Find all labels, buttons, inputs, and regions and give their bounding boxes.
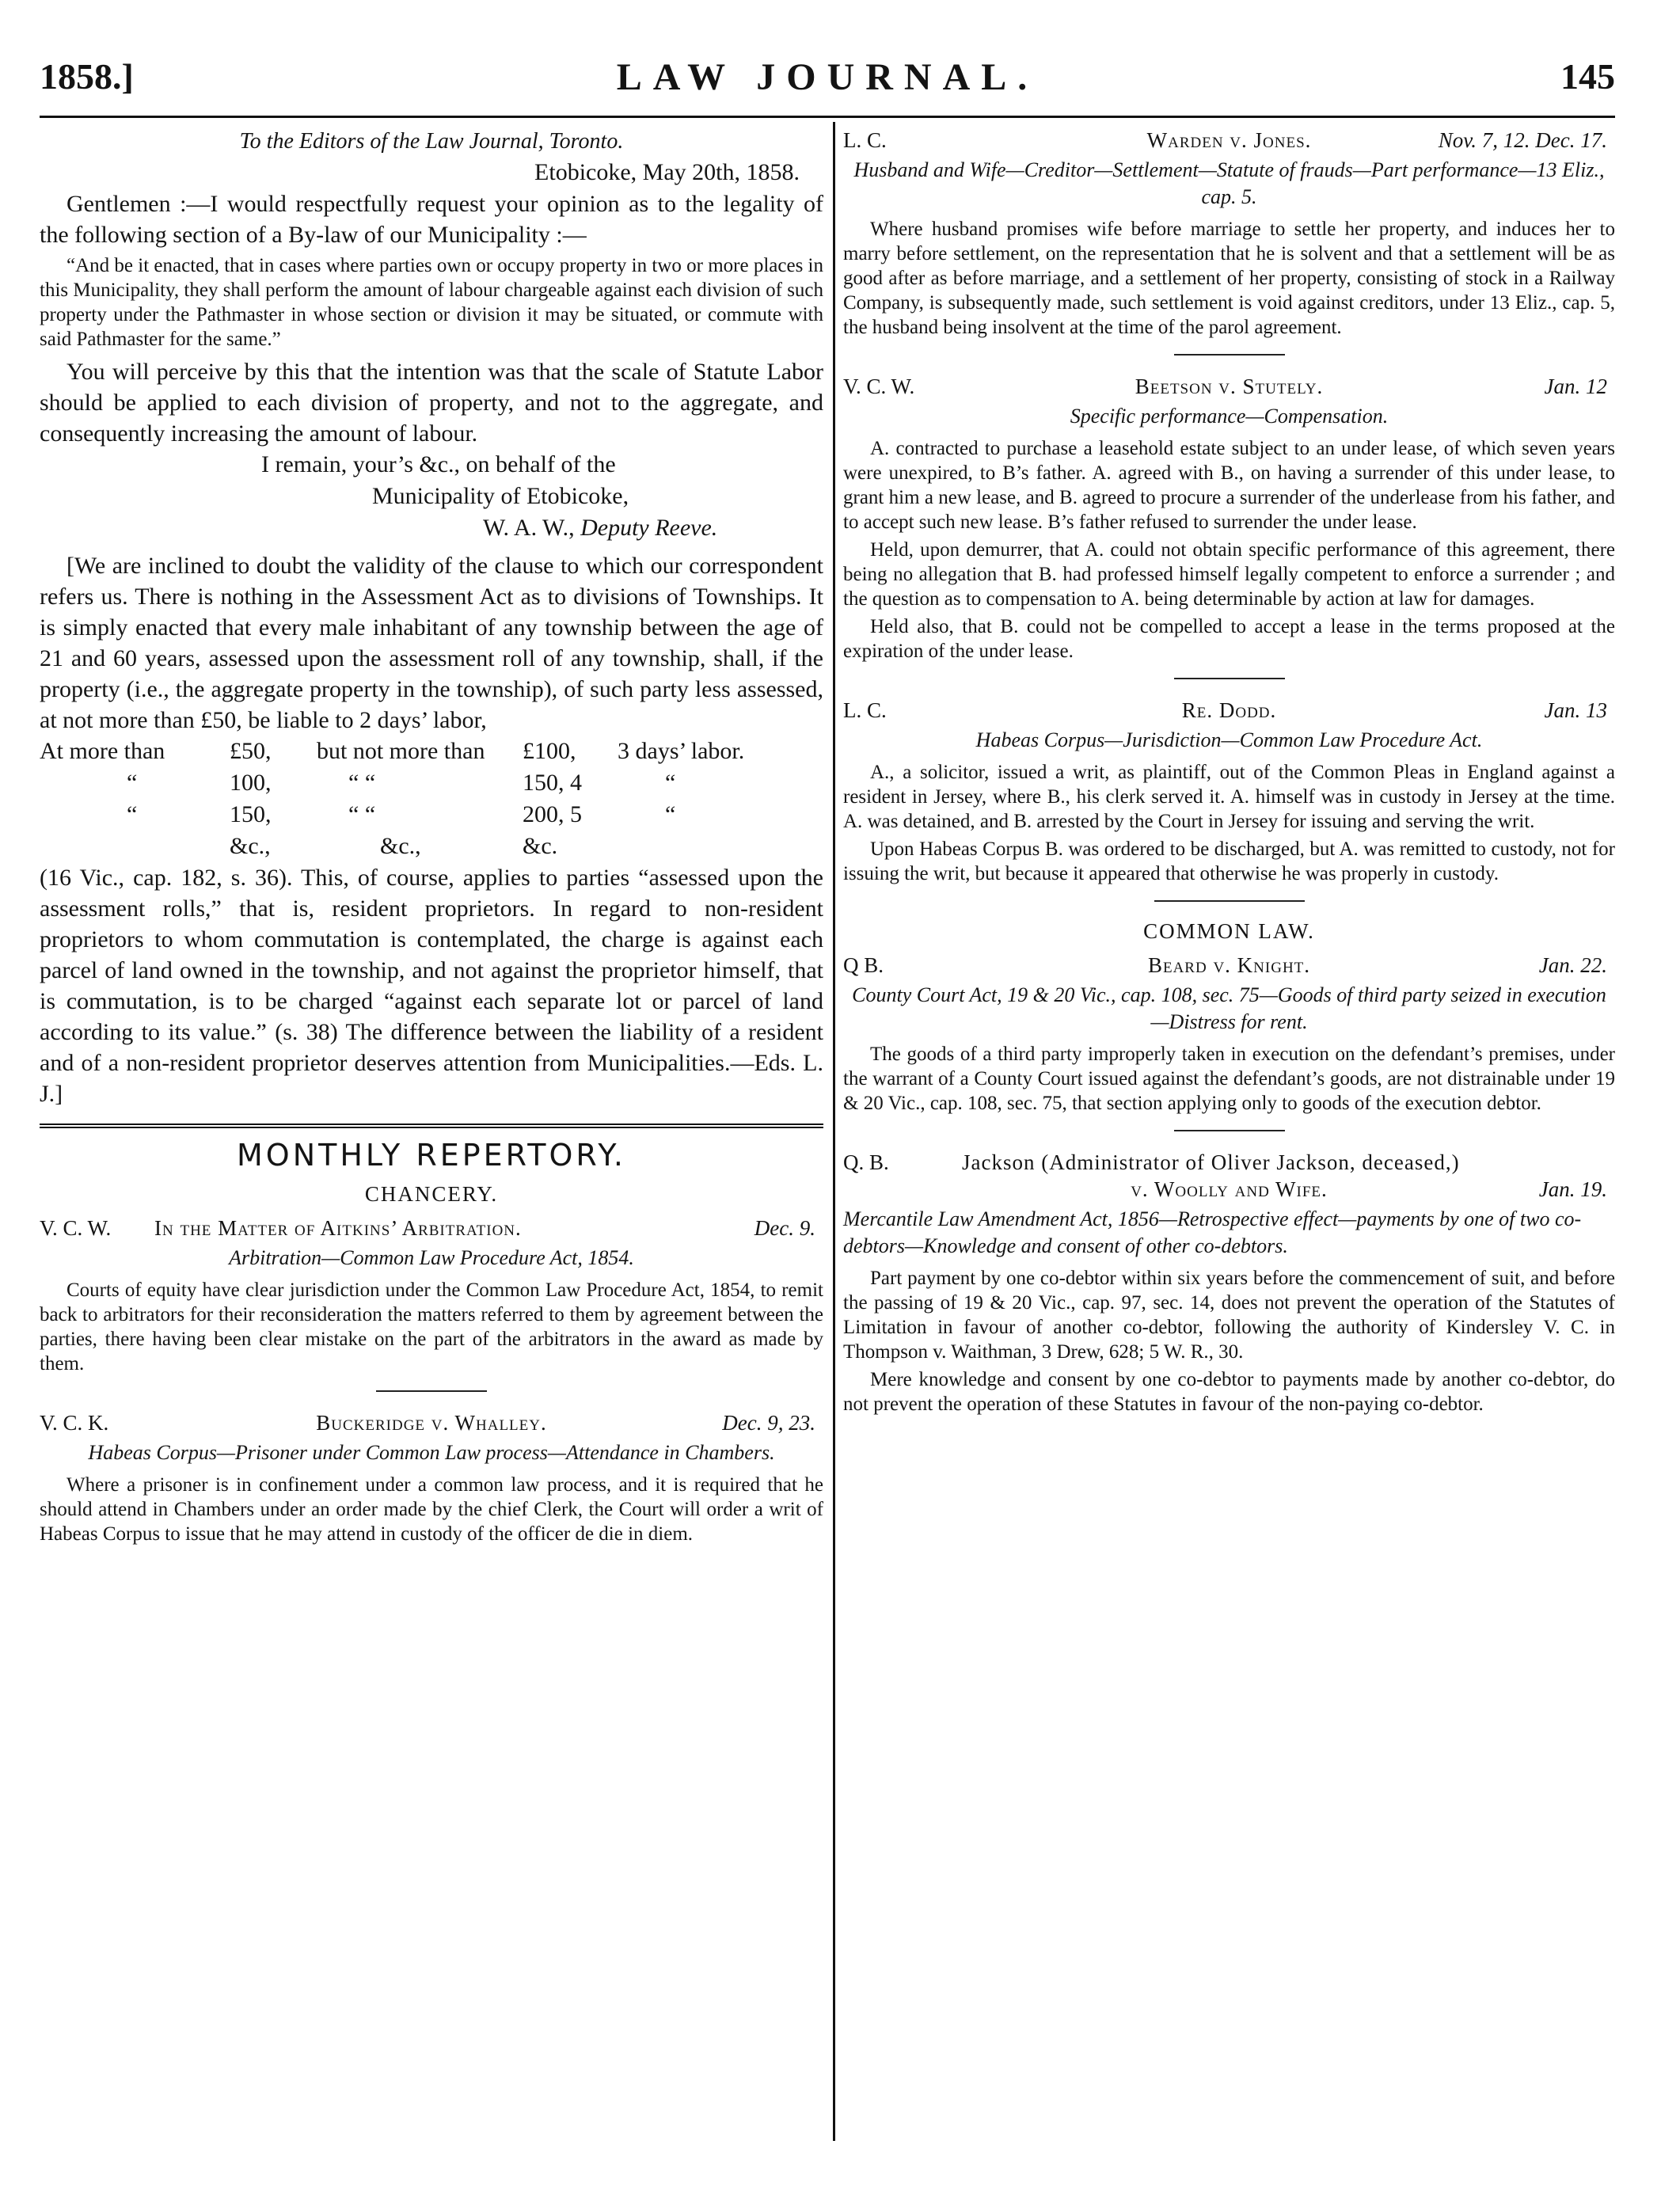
case-name: Warden v. Jones.	[1146, 128, 1312, 152]
case-subject: Specific performance—Compensation.	[1070, 405, 1389, 428]
case-date: Nov. 7, 12. Dec. 17.	[1438, 128, 1607, 152]
case-body: Where a prisoner is in confinement under a common law process, and it is required that he should attend in Chambers under an order made by the chief Clerk, the Court will order a writ of Habeas Corpus to issue that he may attend in custody of the officer de die in diem.	[40, 1474, 823, 1545]
case-heading-continued	[843, 1176, 1615, 1203]
case-name: In the Matter of Aitkins’ Arbitration.	[154, 1216, 522, 1240]
bylaw-quote: “And be it enacted, that in cases where parties own or occupy property in two or more places in this Municipality, they shall perform the amount of labour chargeable against each division of such property under the Pathmaster in whose section or division it may be situated, or commute with said Pathmaster for the same.”	[40, 255, 824, 350]
editors-note-continued: (16 Vic., cap. 182, s. 36). This, of course, applies to parties “assessed upon the assessment rolls,” that is, resident proprietors. In regard to non-resident proprietors to whom commutation is contemplated, the charge is against each parcel of land owned in the township, and not against the proprietor himself, that is commutation, is to be charged “against each separate lot or parcel of land according to its value.” (s. 38) The difference between the liability of a resident and of a non-resident proprietor deserves attention from Municipalities.—Eds. L. J.]	[40, 865, 823, 1107]
section-separator	[1154, 900, 1305, 902]
case-body: Courts of equity have clear jurisdiction under the Common Law Procedure Act, 1854, to remit back to arbitrators for their reconsideration the matters referred to them by agreement between the parties, there having been clear mistake on the part of the arbitrators in the award as made by them.	[40, 1279, 823, 1374]
left-column	[40, 127, 823, 1549]
case-name: Beetson v. Stutely.	[1135, 375, 1324, 398]
case-subject: Habeas Corpus—Jurisdiction—Common Law Procedure Act.	[975, 728, 1483, 751]
case-subject: Habeas Corpus—Prisoner under Common Law process—Attendance in Chambers.	[88, 1441, 775, 1464]
header-title: LAW JOURNAL.	[616, 56, 1039, 98]
common-law-heading: COMMON LAW.	[1143, 919, 1315, 943]
header-page-number: 145	[1560, 56, 1615, 97]
case-court: L. C.	[843, 128, 887, 152]
letter-signoff: I remain, your’s &c., on behalf of the	[261, 451, 616, 477]
case-separator	[376, 1390, 487, 1392]
letter-paragraph: Gentlemen :—I would respectfully request your opinion as to the legality of the following section of a By-law of our Municipality :—	[40, 191, 823, 248]
case-subject: Husband and Wife—Creditor—Settlement—Statute of frauds—Part performance—13 Eliz., cap. 5.	[853, 158, 1605, 208]
header-rule	[40, 116, 1615, 118]
case-date: Jan. 22.	[1538, 953, 1607, 977]
case-heading	[843, 697, 1615, 724]
case-name: v. Woolly and Wife.	[1131, 1177, 1328, 1201]
case-subject: County Court Act, 19 & 20 Vic., cap. 108, sec. 75—Goods of third party seized in execution—Distress for rent.	[852, 983, 1606, 1033]
case-heading	[843, 127, 1615, 154]
case-heading	[40, 1409, 823, 1436]
case-body: A., a solicitor, issued a writ, as plaintiff, out of the Common Pleas in England against a resident in Jersey, where B., his clerk served it. A. himself was in custody in Jersey at the time. A. was detained, and B. arrested by the Court in Jersey for issuing and serving the writ.	[843, 762, 1615, 832]
case-court: V. C. W.	[40, 1216, 112, 1240]
case-court: V. C. K.	[40, 1411, 109, 1435]
case-date: Jan. 19.	[1538, 1177, 1607, 1201]
signature-title: Deputy Reeve.	[580, 515, 718, 541]
table-row: “ 100, “ “ 150, 4 “	[127, 770, 676, 796]
case-separator	[1174, 678, 1285, 679]
header-year: 1858.]	[40, 56, 134, 97]
case-court: V. C. W.	[843, 375, 915, 398]
case-court: Q B.	[843, 953, 884, 977]
table-row: “ 150, “ “ 200, 5 “	[127, 801, 676, 827]
column-divider	[833, 122, 835, 2141]
case-court: L. C.	[843, 698, 887, 722]
case-body: Part payment by one co-debtor within six years before the commencement of suit, and before the passing of 19 & 20 Vic., cap. 97, sec. 14, does not prevent the operation of the Statutes of Limitation in favour of another co-debtor, following the authority of Kindersley V. C. in Thompson v. Waithman, 3 Drew, 628; 5 W. R., 30.	[843, 1268, 1615, 1363]
case-heading	[843, 373, 1615, 400]
journal-page	[40, 55, 1623, 2154]
case-body: Upon Habeas Corpus B. was ordered to be discharged, but A. was remitted to custody, not for issuing the writ, but because it appeared that otherwise he was properly in custody.	[843, 838, 1615, 884]
case-body: Mere knowledge and consent by one co-debtor to payments made by another co-debtor, do not prevent the operation of these Statutes in favour of the non-paying co-debtor.	[843, 1369, 1615, 1415]
case-date: Dec. 9, 23.	[722, 1411, 815, 1435]
case-subject: Arbitration—Common Law Procedure Act, 1854.	[229, 1246, 634, 1269]
table-row: At more than £50, but not more than £100, 3 days’ labor.	[40, 738, 745, 764]
case-body: Where husband promises wife before marriage to settle her property, and induces her to marry before settlement, on the representation that he is solvent and that a settlement will be as good after as before marriage, and a settlement of her property, consisting of stock in a Railway Company, is subsequently made, such settlement is void against creditors, under 13 Eliz., cap. 5, the husband being insolvent at the time of the parol agreement.	[843, 219, 1615, 338]
editors-note: [We are inclined to doubt the validity of the clause to which our correspondent refers us. There is nothing in the Assessment Act as to divisions of Townships. It is simply enacted that every male inhabitant of any township between the age of 21 and 60 years, assessed upon the assessment roll of any township, shall, if the property (i.e., the aggregate property in the township), of such party less assessed, at not more than £50, be liable to 2 days’ labor,	[40, 553, 823, 733]
case-body: A. contracted to purchase a leasehold estate subject to an under lease, of which seven years were unexpired, to B’s father. A. agreed with B., on having a surrender of this under lease, to grant him a new lease, and B. agreed to procure a surrender of the underlease from his father, and to accept such new lease. B’s father refused to surrender the under lease.	[843, 438, 1615, 533]
case-court: Q. B.	[843, 1150, 889, 1174]
case-name: Beard v. Knight.	[1147, 953, 1311, 977]
letter-signoff: Municipality of Etobicoke,	[372, 483, 629, 509]
case-name: Jackson (Administrator of Oliver Jackson, deceased,)	[962, 1150, 1460, 1174]
chancery-heading: CHANCERY.	[364, 1182, 499, 1206]
case-date: Jan. 13	[1544, 698, 1607, 722]
case-heading	[40, 1215, 823, 1241]
case-subject: Mercantile Law Amendment Act, 1856—Retrospective effect—payments by one of two co-debtors—Knowledge and consent of other co-debtors.	[843, 1207, 1582, 1257]
case-date: Dec. 9.	[754, 1216, 815, 1240]
letter-dateline: Etobicoke, May 20th, 1858.	[534, 159, 800, 185]
right-column	[843, 127, 1615, 1420]
case-body: Held, upon demurrer, that A. could not obtain specific performance of this agreement, there being no allegation that B. had professed himself legally competent to enforce a surrender ; and the question as to compensation to A. being determinable by action at law for damages.	[843, 539, 1615, 610]
letter-signature	[40, 512, 823, 544]
case-date: Jan. 12	[1544, 375, 1607, 398]
case-separator	[1174, 1130, 1285, 1131]
case-name: Buckeridge v. Whalley.	[316, 1411, 547, 1435]
case-name: Re. Dodd.	[1181, 698, 1277, 722]
case-separator	[1174, 354, 1285, 355]
repertory-heading: MONTHLY REPERTORY.	[237, 1138, 626, 1173]
running-header	[40, 55, 1615, 103]
case-heading	[843, 1149, 1615, 1176]
table-row: &c., &c., &c.	[230, 833, 558, 859]
case-body: The goods of a third party improperly taken in execution on the defendant’s premises, under the warrant of a County Court issued against the defendant’s goods, are not distrainable under 19 & 20 Vic., cap. 108, sec. 75, that section applying only to goods of the execution debtor.	[843, 1044, 1615, 1114]
letter-address: To the Editors of the Law Journal, Toronto.	[239, 129, 624, 154]
signature-initials: W. A. W.,	[483, 515, 575, 541]
case-heading	[843, 952, 1615, 979]
section-double-rule	[40, 1124, 823, 1128]
letter-paragraph: You will perceive by this that the intention was that the scale of Statute Labor should be applied to each division of property, and not to the aggregate, and consequently increasing the amount of labour.	[40, 359, 823, 447]
case-body: Held also, that B. could not be compelled to accept a lease in the terms proposed at the expiration of the under lease.	[843, 616, 1615, 662]
labour-scale-table	[40, 736, 823, 862]
